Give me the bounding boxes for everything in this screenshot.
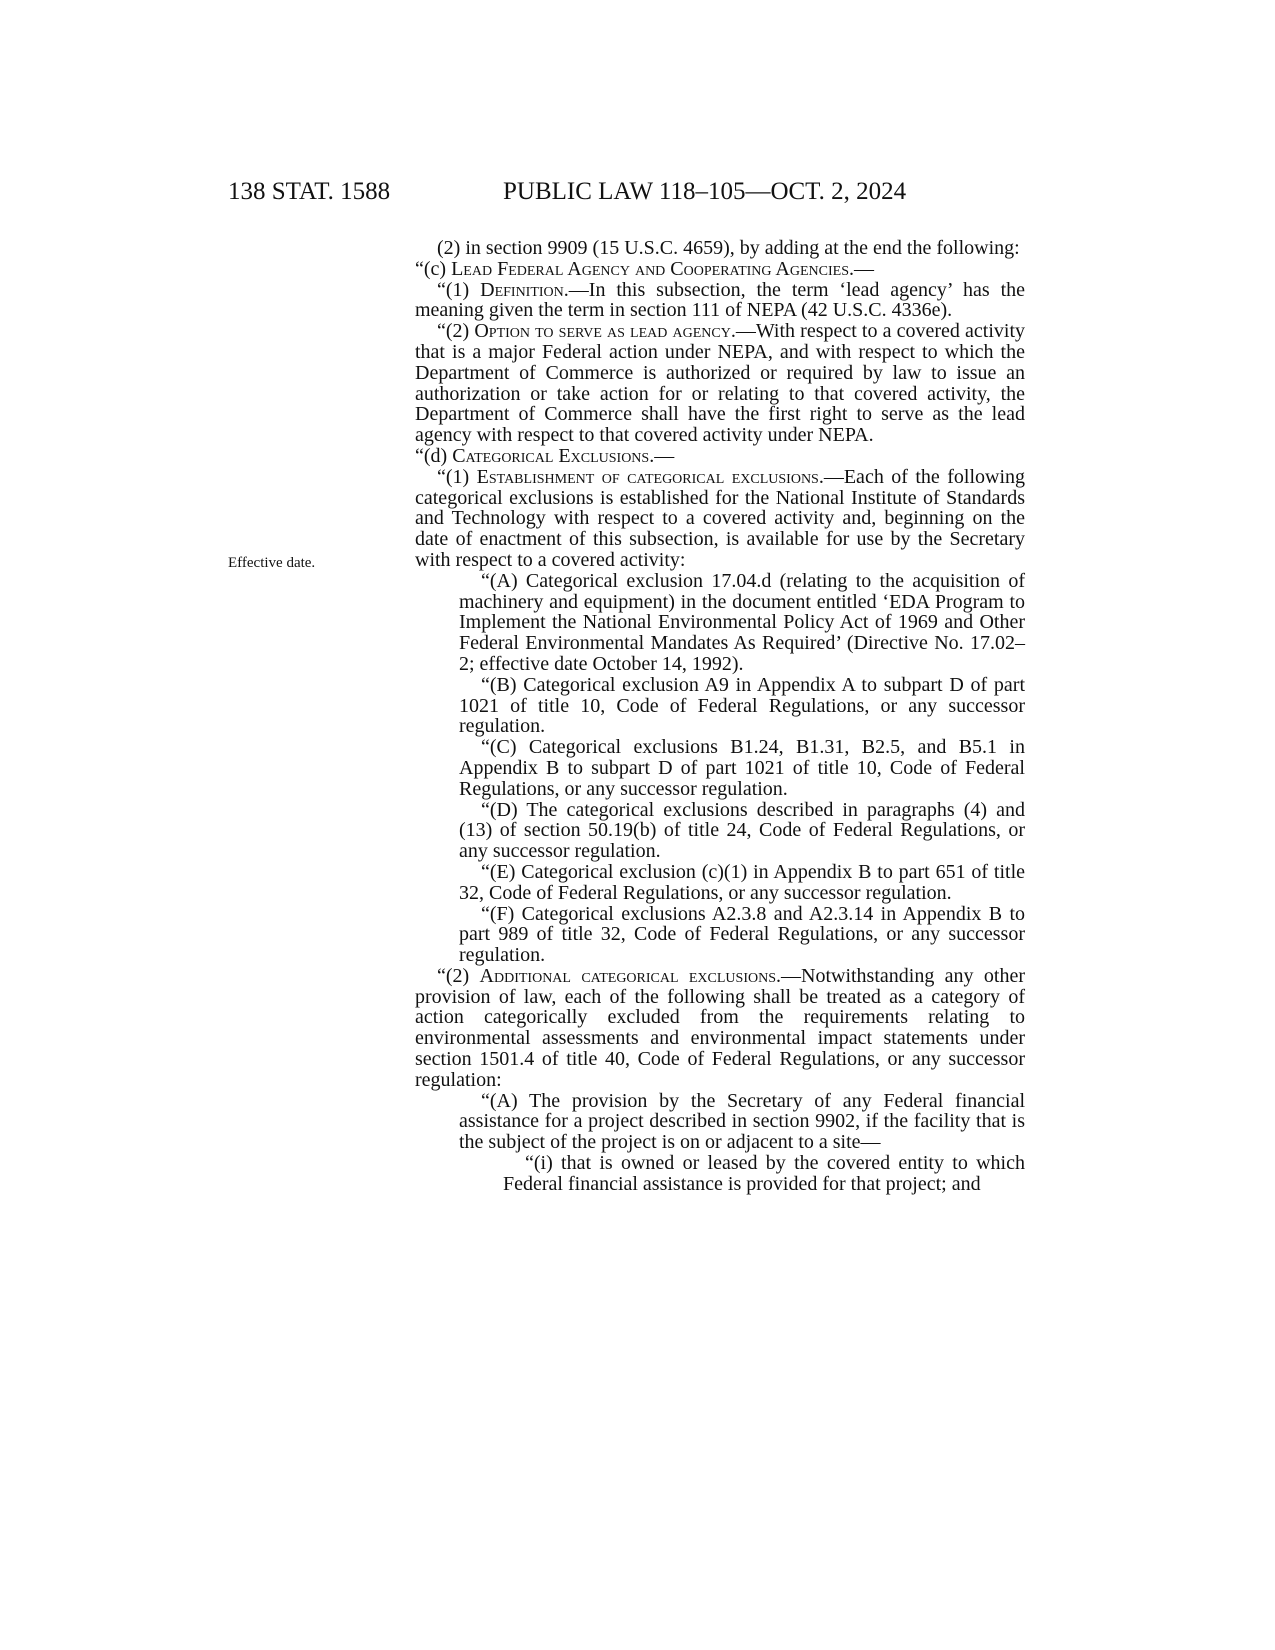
margin-note-effective-date: Effective date. (228, 555, 316, 571)
subsection-d-heading (415, 446, 1025, 467)
subsection-c-paragraph-2 (415, 321, 1025, 446)
d2-heading: Additional categorical exclusions. (479, 964, 781, 987)
subsection-c-heading (415, 259, 1025, 280)
c2-designator: “(2) (437, 320, 470, 343)
subsection-c-designator: “(c) (415, 257, 447, 280)
c1-heading: Definition. (480, 278, 569, 301)
d1-designator: “(1) (437, 465, 470, 488)
d2-subparagraph-a: “(A) The provision by the Secretary of any Federal financial assistance for a project described in section 9902, if the facility that is the subject of the project is on or adjacent to a site— (459, 1089, 1025, 1154)
c2-heading: Option to serve as lead agency. (474, 320, 736, 343)
statute-body (415, 238, 1025, 1195)
d2-text: —Notwithstanding any other provision of law, each of the following shall be treated as a category of action categorically excluded from the requirements relating to environmental assessments and environmental impact statements under section 1501.4 of title 40, Code of Federal Regulations, or any successor regulation: (415, 964, 1025, 1091)
d1-text: —Each of the following categorical exclusions is established for the National Institute of Standards and Technology with respect to a covered activity and, beginning on the date of enactment of this subsection, is available for use by the Secretary with respect to a covered activity: (415, 465, 1025, 571)
paragraph-2-section-9909: (2) in section 9909 (15 U.S.C. 4659), by adding at the end the following: (437, 237, 1020, 259)
d1-subparagraph-b: “(B) Categorical exclusion A9 in Appendix A to subpart D of part 1021 of title 10, Code of Federal Regulations, or any successor regulation. (459, 673, 1025, 738)
subsection-d-paragraph-2 (415, 966, 1025, 1091)
d1-heading: Establishment of categorical exclusions. (476, 465, 824, 488)
d1-subparagraph-c: “(C) Categorical exclusions B1.24, B1.31, B2.5, and B5.1 in Appendix B to subpart D of part 1021 of title 10, Code of Federal Regulations, or any successor regulation. (459, 736, 1025, 800)
subsection-c-title: Lead Federal Agency and Cooperating Agencies.— (451, 257, 874, 280)
subsection-d-paragraph-1 (415, 467, 1025, 571)
page-header (228, 178, 1028, 218)
d2-clause-i: “(i) that is owned or leased by the covered entity to which Federal financial assistance is provided for that project; and (503, 1152, 1025, 1195)
d1-subparagraph-e: “(E) Categorical exclusion (c)(1) in Appendix B to part 651 of title 32, Code of Federal Regulations, or any successor regulation. (459, 860, 1025, 904)
c1-text: —In this subsection, the term ‘lead agency’ has the meaning given the term in section 111 of NEPA (42 U.S.C. 4336e). (415, 278, 1026, 322)
subsection-d-designator: “(d) (415, 444, 448, 467)
d1-subparagraph-d: “(D) The categorical exclusions described in paragraphs (4) and (13) of section 50.19(b) of title 24, Code of Federal Regulations, or any successor regulation. (459, 798, 1025, 863)
c2-text: —With respect to a covered activity that is a major Federal action under NEPA, and with respect to which the Department of Commerce is authorized or required by law to issue an authorization or take action for or relating to that covered activity, the Department of Commerce shall have the first right to serve as the lead agency with respect to that covered activity under NEPA. (415, 320, 1026, 447)
subsection-c-paragraph-1 (415, 280, 1025, 322)
c1-designator: “(1) (437, 278, 470, 301)
subsection-d-title: Categorical Exclusions.— (452, 444, 675, 467)
d2-designator: “(2) (437, 964, 470, 987)
stat-page-number: 138 STAT. 1588 (228, 178, 391, 205)
d1-subparagraph-f: “(F) Categorical exclusions A2.3.8 and A2.3.14 in Appendix B to part 989 of title 32, Code of Federal Regulations, or any successor regulation. (459, 902, 1025, 967)
public-law-title: PUBLIC LAW 118–105—OCT. 2, 2024 (503, 178, 907, 205)
d1-subparagraph-a: “(A) Categorical exclusion 17.04.d (relating to the acquisition of machinery and equipment) in the document entitled ‘EDA Program to Implement the National Environmental Policy Act of 1969 and Other Federal Environmental Mandates As Required’ (Directive No. 17.02–2; effective date October 14, 1992). (459, 569, 1025, 675)
